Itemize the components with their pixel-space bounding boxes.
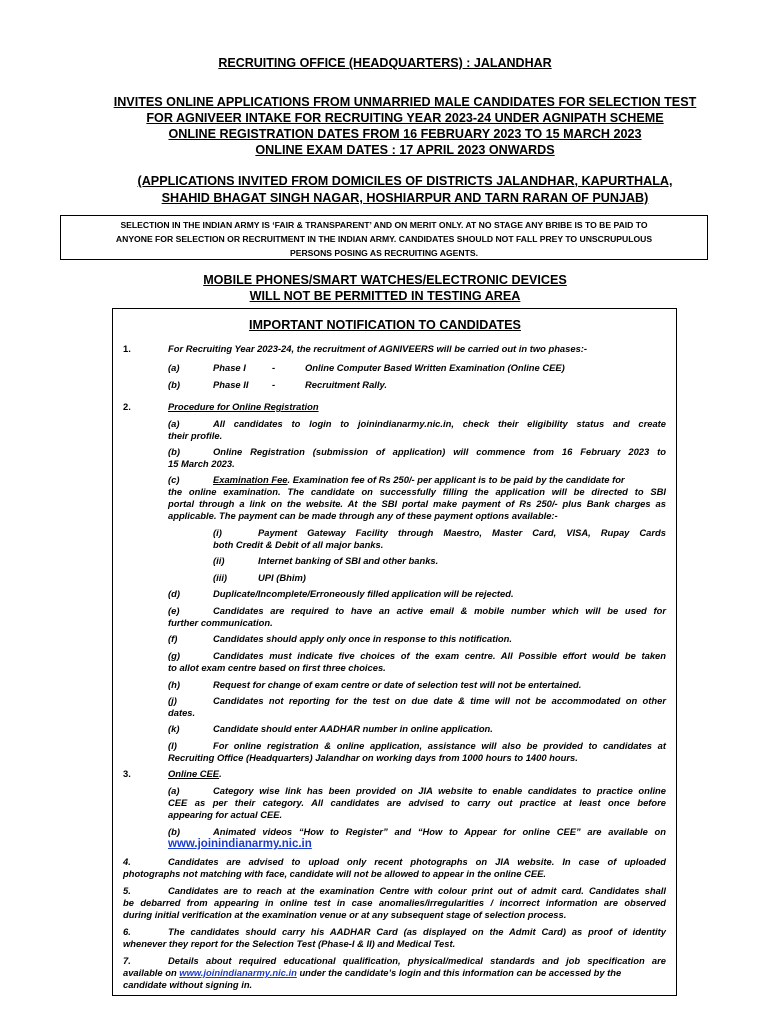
heading-line-1: INVITES ONLINE APPLICATIONS FROM UNMARRIED MALE CANDIDATES FOR SELECTION TEST: [113, 95, 697, 109]
section-7-text-3: candidate without signing in.: [123, 979, 253, 990]
option-i-text: Payment Gateway Facility through Maestro, Master Card, VISA, Rupay Cards: [258, 527, 666, 538]
warning-line-1: SELECTION IN THE INDIAN ARMY IS ‘FAIR & TRANSPARENT’ AND ON MERIT ONLY. AT NO STAGE ANY BRIBE IS TO BE PAID TO: [120, 220, 648, 230]
item-2e-label: (e): [168, 605, 180, 616]
item-2a-text-2: their profile.: [168, 430, 223, 441]
phase-a-name: Phase I: [213, 362, 246, 373]
domicile-line-1: (APPLICATIONS INVITED FROM DOMICILES OF DISTRICTS JALANDHAR, KAPURTHALA,: [137, 174, 673, 188]
section-4-number: 4.: [123, 856, 131, 867]
phase-a-desc: Online Computer Based Written Examination (Online CEE): [305, 362, 565, 373]
phase-a-label: (a): [168, 362, 180, 373]
item-2d-label: (d): [168, 588, 180, 599]
domicile-line-2: SHAHID BHAGAT SINGH NAGAR, HOSHIARPUR AND TARN RARAN OF PUNJAB): [161, 191, 649, 205]
domicile-note: [60, 173, 750, 207]
section-2-number: 2.: [123, 401, 131, 412]
section-3-heading: [168, 768, 222, 780]
item-2a-label: (a): [168, 418, 180, 429]
option-iii-text: UPI (Bhim): [258, 572, 306, 583]
mobile-line-2: WILL NOT BE PERMITTED IN TESTING AREA: [249, 289, 521, 303]
item-2g-text: Candidates must indicate five choices of the exam centre. All Possible effort would be taken: [213, 650, 666, 661]
item-3b-label: (b): [168, 826, 180, 837]
item-2c-label: (c): [168, 474, 180, 485]
section-4-text: Candidates are advised to upload only recent photographs on JIA website. In case of uploaded: [168, 856, 666, 867]
item-2b-text: Online Registration (submission of application) will commence from 16 February 2023 to: [213, 446, 666, 457]
section-5-text-2: be debarred from appearing in online test in case anomalies/irregularities / incorrect information are observed: [123, 897, 666, 908]
notice-heading: [60, 94, 750, 158]
anti-bribe-warning-box: [60, 215, 708, 260]
item-2c-line-2: the online examination. The candidate on successfully filling the application will be directed to SBI: [168, 486, 666, 497]
item-3a-text: Category wise link has been provided on JIA website to enable candidates to practice online: [213, 785, 666, 796]
heading-line-4: ONLINE EXAM DATES : 17 APRIL 2023 ONWARDS: [255, 143, 555, 157]
item-2h-text: Request for change of exam centre or date of selection test will not be entertained.: [213, 679, 582, 690]
phase-a-dash: -: [272, 362, 276, 373]
section-1-number: 1.: [123, 343, 131, 354]
item-2h-label: (h): [168, 679, 180, 690]
item-2e-text-2: further communication.: [168, 617, 273, 628]
item-2j-label: (j): [168, 695, 177, 706]
item-2c-line-4: applicable. The payment can be made through any of these payment options available:-: [168, 510, 558, 521]
office-title: RECRUITING OFFICE (HEADQUARTERS) : JALANDHAR: [218, 56, 552, 70]
item-2a-text: All candidates to login to joinindianarmy.nic.in, check their eligibility status and create: [213, 418, 666, 429]
notification-title: IMPORTANT NOTIFICATION TO CANDIDATES: [249, 318, 521, 332]
item-2c-first-line: [213, 474, 625, 486]
section-3-title-end: .: [219, 768, 222, 779]
warning-line-2: ANYONE FOR SELECTION OR RECRUITMENT IN THE INDIAN ARMY. CANDIDATES SHOULD NOT FALL PREY TO UNSCRUPULOUS: [115, 234, 653, 244]
option-i-text-2: both Credit & Debit of all major banks.: [213, 539, 384, 550]
exam-fee-text: . Examination fee of Rs 250/- per applicant is to be paid by the candidate for: [287, 474, 625, 485]
item-2j-text-2: dates.: [168, 707, 196, 718]
phase-b-label: (b): [168, 379, 180, 390]
item-3b-link-wrap: [168, 838, 312, 850]
phase-b-dash: -: [272, 379, 276, 390]
item-2l-text: For online registration & online application, assistance will also be provided to candidates at: [213, 740, 666, 751]
item-2f-label: (f): [168, 633, 178, 644]
mobile-line-1: MOBILE PHONES/SMART WATCHES/ELECTRONIC DEVICES: [203, 273, 567, 287]
join-indian-army-link[interactable]: www.joinindianarmy.nic.in: [168, 838, 312, 850]
section-6-text: The candidates should carry his AADHAR Card (as displayed on the Admit Card) as proof of identity: [168, 926, 666, 937]
section-5-text-3: during initial verification at the examination venue or at any subsequent stage of selection process.: [123, 909, 567, 920]
heading-line-2: FOR AGNIVEER INTAKE FOR RECRUITING YEAR 2023-24 UNDER AGNIPATH SCHEME: [146, 111, 664, 125]
warning-line-3: PERSONS POSING AS RECRUITING AGENTS.: [290, 248, 478, 258]
item-2j-text: Candidates not reporting for the test on due date & time will not be accommodated on other: [213, 695, 666, 706]
item-2e-text: Candidates are required to have an active email & mobile number which will be used for: [213, 605, 666, 616]
item-2l-text-2: Recruiting Office (Headquarters) Jalandhar on working days from 1000 hours to 1400 hours.: [168, 752, 578, 763]
section-1-text: For Recruiting Year 2023-24, the recruitment of AGNIVEERS will be carried out in two phases:-: [168, 343, 588, 354]
item-2g-text-2: to allot exam centre based on first three choices.: [168, 662, 386, 673]
item-2k-label: (k): [168, 723, 180, 734]
section-7-number: 7.: [123, 955, 131, 966]
heading-line-3: ONLINE REGISTRATION DATES FROM 16 FEBRUARY 2023 TO 15 MARCH 2023: [168, 127, 642, 141]
section-2-title: Procedure for Online Registration: [168, 401, 319, 412]
join-indian-army-link-2[interactable]: www.joinindianarmy.nic.in: [179, 967, 297, 978]
section-7-text: Details about required educational qualification, physical/medical standards and job specification are: [168, 955, 666, 966]
section-4-text-2: photographs not matching with face, candidate will not be allowed to appear in the online CEE.: [123, 868, 546, 879]
option-iii-label: (iii): [213, 572, 228, 583]
option-i-label: (i): [213, 527, 222, 538]
section-6-text-2: whenever they report for the Selection Test (Phase-I & II) and Medical Test.: [123, 938, 456, 949]
section-5-number: 5.: [123, 885, 131, 896]
item-2g-label: (g): [168, 650, 180, 661]
item-3a-text-3: appearing for actual CEE.: [168, 809, 283, 820]
item-3b-text: Animated videos “How to Register” and “How to Appear for online CEE” are available on: [213, 826, 666, 837]
phase-b-desc: Recruitment Rally.: [305, 379, 387, 390]
section-7-line-2: [123, 967, 621, 979]
item-3a-text-2: CEE as per their category. All candidates are advised to carry out practice at least once before: [168, 797, 666, 808]
section-7-text-2b: under the candidate’s login and this information can be accessed by the: [296, 967, 622, 978]
item-2f-text: Candidates should apply only once in response to this notification.: [213, 633, 512, 644]
item-3a-label: (a): [168, 785, 180, 796]
section-5-text: Candidates are to reach at the examination Centre with colour print out of admit card. Candidates shall: [168, 885, 666, 896]
item-2l-label: (l): [168, 740, 177, 751]
section-3-title: Online CEE: [168, 768, 220, 779]
phase-b-name: Phase II: [213, 379, 249, 390]
electronic-devices-notice: [0, 272, 770, 304]
item-2c-line-3: portal through a link on the website. At the SBI portal make payment of Rs 250/- plus Bank charges as: [168, 498, 666, 509]
section-7-text-2a: available on: [123, 967, 180, 978]
item-2b-label: (b): [168, 446, 180, 457]
item-2d-text: Duplicate/Incomplete/Erroneously filled application will be rejected.: [213, 588, 514, 599]
section-6-number: 6.: [123, 926, 131, 937]
item-2b-text-2: 15 March 2023.: [168, 458, 235, 469]
section-3-number: 3.: [123, 768, 131, 779]
option-ii-label: (ii): [213, 555, 225, 566]
option-ii-text: Internet banking of SBI and other banks.: [258, 555, 439, 566]
exam-fee-title: Examination Fee: [213, 474, 288, 485]
item-2k-text: Candidate should enter AADHAR number in online application.: [213, 723, 493, 734]
